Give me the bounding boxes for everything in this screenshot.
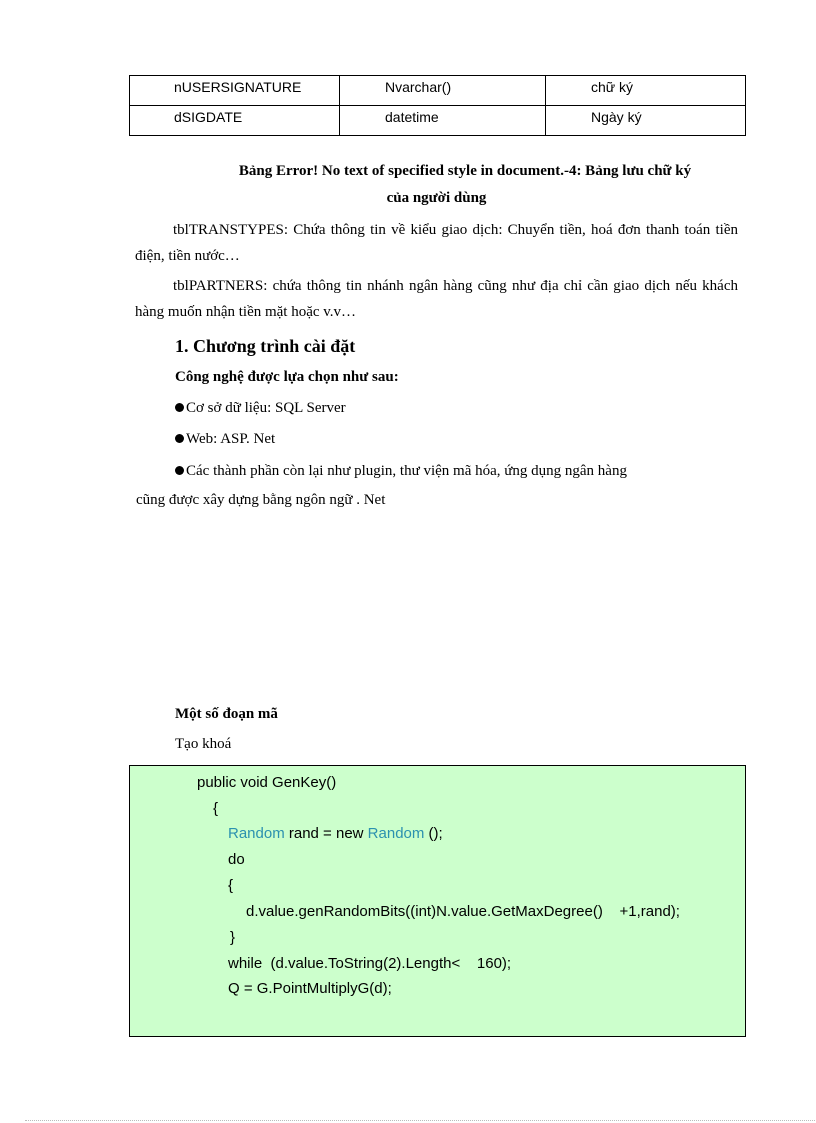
code-line: Q = G.PointMultiplyG(d); xyxy=(228,980,392,997)
code-line: { xyxy=(228,877,234,894)
field-table xyxy=(129,75,746,136)
bullet-continuation: cũng được xây dựng bằng ngôn ngữ . Net xyxy=(136,492,386,508)
code-section-title: Một số đoạn mã xyxy=(175,706,278,722)
bullet-item: Web: ASP. Net xyxy=(175,431,275,448)
field-desc-cell: Ngày ký xyxy=(546,106,746,136)
code-line: while (d.value.ToString(2).Length< 160); xyxy=(228,955,512,972)
table-row xyxy=(130,106,746,136)
field-type-cell: datetime xyxy=(340,106,546,136)
code-section-label: Tạo khoá xyxy=(175,736,232,752)
table-caption-line2: của người dùng xyxy=(386,190,487,206)
table-caption-line1: Bảng Error! No text of specified style in document.-4: Bảng lưu chữ ký xyxy=(238,163,692,179)
code-type-token: Random xyxy=(367,825,425,842)
code-block xyxy=(129,765,746,1037)
paragraph-partners: tblPARTNERS: chứa thông tin nhánh ngân hàng cũng như địa chỉ cần giao dịch nếu khách hàng muốn nhận tiền mặt hoặc v.v… xyxy=(135,278,738,320)
bullet-icon xyxy=(175,403,184,412)
section-subheading: Công nghệ được lựa chọn như sau: xyxy=(175,369,399,385)
bullet-icon xyxy=(175,434,184,443)
bullet-icon xyxy=(175,466,184,475)
field-name-cell: dSIGDATE xyxy=(130,106,340,136)
code-line: do xyxy=(228,851,245,868)
field-name-cell: nUSERSIGNATURE xyxy=(130,76,340,106)
table-row xyxy=(130,76,746,106)
field-desc-cell: chữ ký xyxy=(546,76,746,106)
code-line: { xyxy=(213,800,219,817)
code-line: Random rand = new Random (); xyxy=(228,825,443,842)
bullet-item: Các thành phần còn lại như plugin, thư viện mã hóa, ứng dụng ngân hàng xyxy=(175,463,627,480)
bullet-item: Cơ sở dữ liệu: SQL Server xyxy=(175,400,346,417)
page-bottom-divider xyxy=(25,1120,815,1121)
code-line: } xyxy=(230,929,236,946)
field-type-cell: Nvarchar() xyxy=(340,76,546,106)
code-line: d.value.genRandomBits((int)N.value.GetMaxDegree() +1,rand); xyxy=(246,903,680,920)
code-line: public void GenKey() xyxy=(197,774,337,791)
code-type-token: Random xyxy=(228,825,285,842)
paragraph-transtypes: tblTRANSTYPES: Chứa thông tin về kiểu giao dịch: Chuyển tiền, hoá đơn thanh toán tiền điện, tiền nước… xyxy=(135,222,738,264)
section-heading: 1. Chương trình cài đặt xyxy=(175,336,356,356)
